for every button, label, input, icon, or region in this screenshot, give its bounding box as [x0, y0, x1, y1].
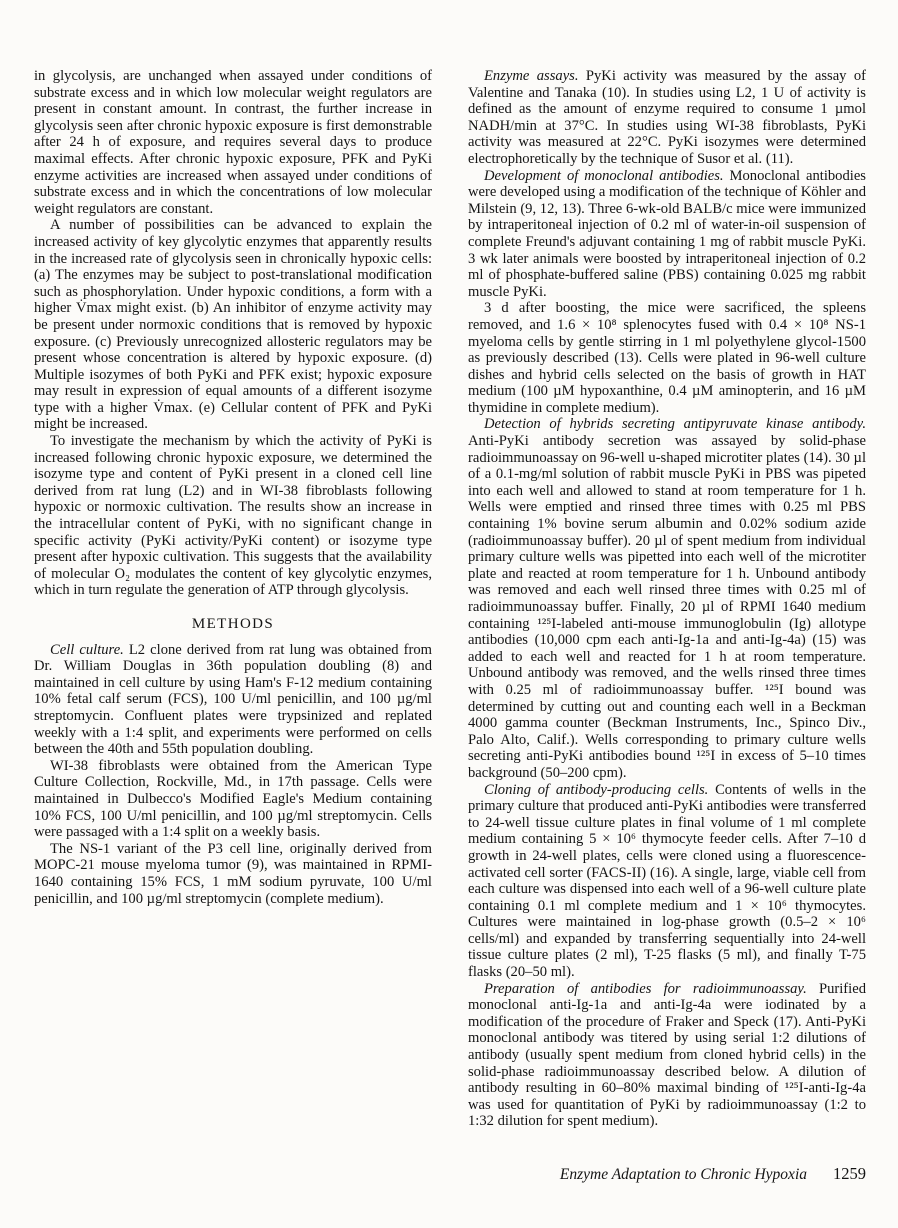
paragraph — [468, 782, 866, 981]
paragraph-text: Contents of wells in the primary culture that produced anti-PyKi antibodies were transferred to 24-well tissue culture plates in final volume of 1 ml complete medium containing 5 × 10⁶ thymocyte feeder cells. After 7–10 d growth in 24-well plates, cells were cloned using a fluorescence-activated cell sorter (FACS-II) (16). A single, large, viable cell from each culture was dispensed into each well of a 96-well culture plate containing 0.1 ml complete medium and 1 × 10⁶ thymocytes. Cultures were maintained in log-phase growth (0.5–2 × 10⁶ cells/ml) and expanded by transferring sequentially into 24-well tissue culture plates (2 ml), T-25 flasks (5 ml), and finally T-75 flasks (20–50 ml). — [468, 781, 866, 981]
paragraph: The NS-1 variant of the P3 cell line, originally derived from MOPC-21 mouse myeloma tumor (9), was maintained in RPMI-1640 containing 15% FCS, 1 mM sodium pyruvate, 100 U/ml penicillin, and 100 µg/ml streptomycin (complete medium). — [34, 840, 432, 907]
run-in-heading: Preparation of antibodies for radioimmunoassay. — [484, 980, 807, 997]
paragraph-text: L2 clone derived from rat lung was obtained from Dr. William Douglas in 36th population doubling (8) and maintained in cell culture by using Ham's F-12 medium containing 10% fetal calf serum (FCS), 100 U/ml penicillin, and 100 µg/ml streptomycin. Confluent plates were trypsinized and replated weekly with a 1:4 split, and experiments were performed on cells between the 40th and 55th population doubling. — [34, 641, 432, 758]
run-in-heading: Development of monoclonal antibodies. — [484, 167, 724, 184]
paragraph: 3 d after boosting, the mice were sacrificed, the spleens removed, and 1.6 × 10⁸ splenocytes fused with 0.4 × 10⁸ NS-1 myeloma cells by gentle stirring in 1 ml polyethylene glycol-1500 as previously described (13). Cells were plated in 96-well culture dishes and hybrid cells selected on the basis of growth in HAT medium (100 µM hypoxanthine, 0.4 µM aminopterin, and 16 µM thymidine in complete medium). — [468, 300, 866, 416]
paragraph-text: Purified monoclonal anti-Ig-1a and anti-Ig-4a were iodinated by a modification of the procedure of Fraker and Speck (17). Anti-PyKi monoclonal antibody was titered by using serial 1:2 dilutions of antibody (usually spent medium from cloned hybrid cells) in the solid-phase radioimmunoassay described below. A dilution of antibody resulting in 60–80% maximal binding of ¹²⁵I-anti-Ig-4a was used for quantitation of PyKi by radioimmunoassay (1:2 to 1:32 dilution for spent medium). — [468, 980, 866, 1130]
paragraph: A number of possibilities can be advanced to explain the increased activity of key glycolytic enzymes that apparently results in the increased rate of glycolysis seen in chronically hypoxic cells: (a) The enzymes may be subject to post-translational modification such as phosphorylation. Under hypoxic conditions, a form with a higher V̇max might exist. (b) An inhibitor of enzyme activity may be present under normoxic conditions that is removed by hypoxic exposure. (c) Previously unrecognized allosteric regulators may be present whose concentration is altered by hypoxic exposure. (d) Multiple isozymes of both PyKi and PFK exist; hypoxic exposure may result in expression of equal amounts of a different isozyme type with a higher V̇max. (e) Cellular content of PFK and PyKi might be increased. — [34, 217, 432, 433]
paragraph: To investigate the mechanism by which the activity of PyKi is increased following chronic hypoxic exposure, we determined the isozyme type and content of PyKi present in a cloned cell line derived from rat lung (L2) and in WI-38 fibroblasts following hypoxic or normoxic cultivation. The results show an increase in the intracellular content of PyKi, with no significant change in specific activity (PyKi activity/PyKi content) or isozyme type present after hypoxic cultivation. This suggests that the availability of molecular O₂ modulates the content of key glycolytic enzymes, which in turn regulate the generation of ATP through glycolysis. — [34, 433, 432, 599]
run-in-heading: Cell culture. — [50, 641, 124, 658]
paragraph — [468, 168, 866, 301]
paragraph — [468, 68, 866, 168]
paragraph-text: Monoclonal antibodies were developed using a modification of the technique of Köhler and Milstein (9, 12, 13). Three 6-wk-old BALB/c mice were immunized by intraperitoneal injection of 0.2 ml of water-in-oil suspension of complete Freund's adjuvant containing 1 mg of rabbit muscle PyKi. 3 wk later animals were boosted by intraperitoneal injection of 0.2 ml of phosphate-buffered saline (PBS) containing 0.025 mg rabbit muscle PyKi. — [468, 167, 866, 300]
right-column — [468, 68, 866, 1130]
paragraph-text: Anti-PyKi antibody secretion was assayed by solid-phase radioimmunoassay on 96-well u-shaped microtiter plates (14). 30 µl of a 0.1-mg/ml solution of rabbit muscle PyKi in PBS was pipeted into each well and allowed to stand at room temperature for 1 h. Wells were emptied and rinsed three times with 0.25 ml PBS containing 1% bovine serum albumin and 0.02% sodium azide (radioimmunoassay buffer). 20 µl of spent medium from individual primary culture wells was pipetted into each well of the microtiter plate and reacted at room temperature for 1 h. Unbound antibody was removed and each well rinsed three times with 0.25 ml of radioimmunoassay buffer. Finally, 20 µl of RPMI 1640 medium containing ¹²⁵I-labeled anti-mouse immunoglobulin (Ig) allotype antibodies (10,000 cpm each anti-Ig-1a and anti-Ig-4a) (15) was added to each well and reacted for 1 h at room temperature. Unbound antibody was removed, and the wells rinsed three times with 0.25 ml of radioimmunoassay buffer. ¹²⁵I bound was determined by cutting out and counting each well in a Beckman 4000 gamma counter (Beckman Instruments, Inc., Spinco Div., Palo Alto, Calif.). Wells corresponding to primary culture wells secreting anti-PyKi antibodies bound ¹²⁵I in excess of 5–10 times background (50–200 cpm). — [468, 433, 866, 781]
paragraph — [34, 642, 432, 758]
paragraph: in glycolysis, are unchanged when assayed under conditions of substrate excess and in which low molecular weight regulators are present in constant amount. In contrast, the further increase in glycolysis seen after chronic hypoxic exposure is first demonstrable after 24 h of exposure, and requires several days to produce maximal effects. After chronic hypoxic exposure, PFK and PyKi enzyme activities are increased when assayed under conditions of substrate excess and in which the concentrations of low molecular weight regulators are constant. — [34, 68, 432, 217]
run-in-heading: Cloning of antibody-producing cells. — [484, 781, 709, 798]
paragraph: WI-38 fibroblasts were obtained from the American Type Culture Collection, Rockville, Md., in 17th passage. Cells were maintained in Dulbecco's Modified Eagle's Medium containing 10% FCS, 100 U/ml penicillin, and 100 µg/ml streptomycin. Cells were passaged with a 1:4 split on a weekly basis. — [34, 757, 432, 841]
page-number: 1259 — [833, 1164, 866, 1183]
paragraph-text: PyKi activity was measured by the assay of Valentine and Tanaka (10). In studies using L2, 1 U of activity is defined as the amount of enzyme required to consume 1 µmol NADH/min at 37°C. In studies using WI-38 fibroblasts, PyKi activity was measured at 22°C. PyKi isozymes were determined electrophoretically by the technique of Susor et al. (11). — [468, 68, 867, 167]
running-title: Enzyme Adaptation to Chronic Hypoxia — [559, 1166, 807, 1183]
section-heading-methods: METHODS — [191, 616, 275, 632]
left-column — [34, 68, 432, 1130]
page-footer — [34, 1164, 866, 1184]
paragraph — [468, 981, 866, 1130]
two-column-body — [34, 68, 866, 1130]
run-in-heading: Enzyme assays. — [484, 68, 579, 84]
run-in-heading: Detection of hybrids secreting antipyruvate kinase antibody. — [484, 416, 866, 433]
paragraph — [468, 416, 866, 781]
